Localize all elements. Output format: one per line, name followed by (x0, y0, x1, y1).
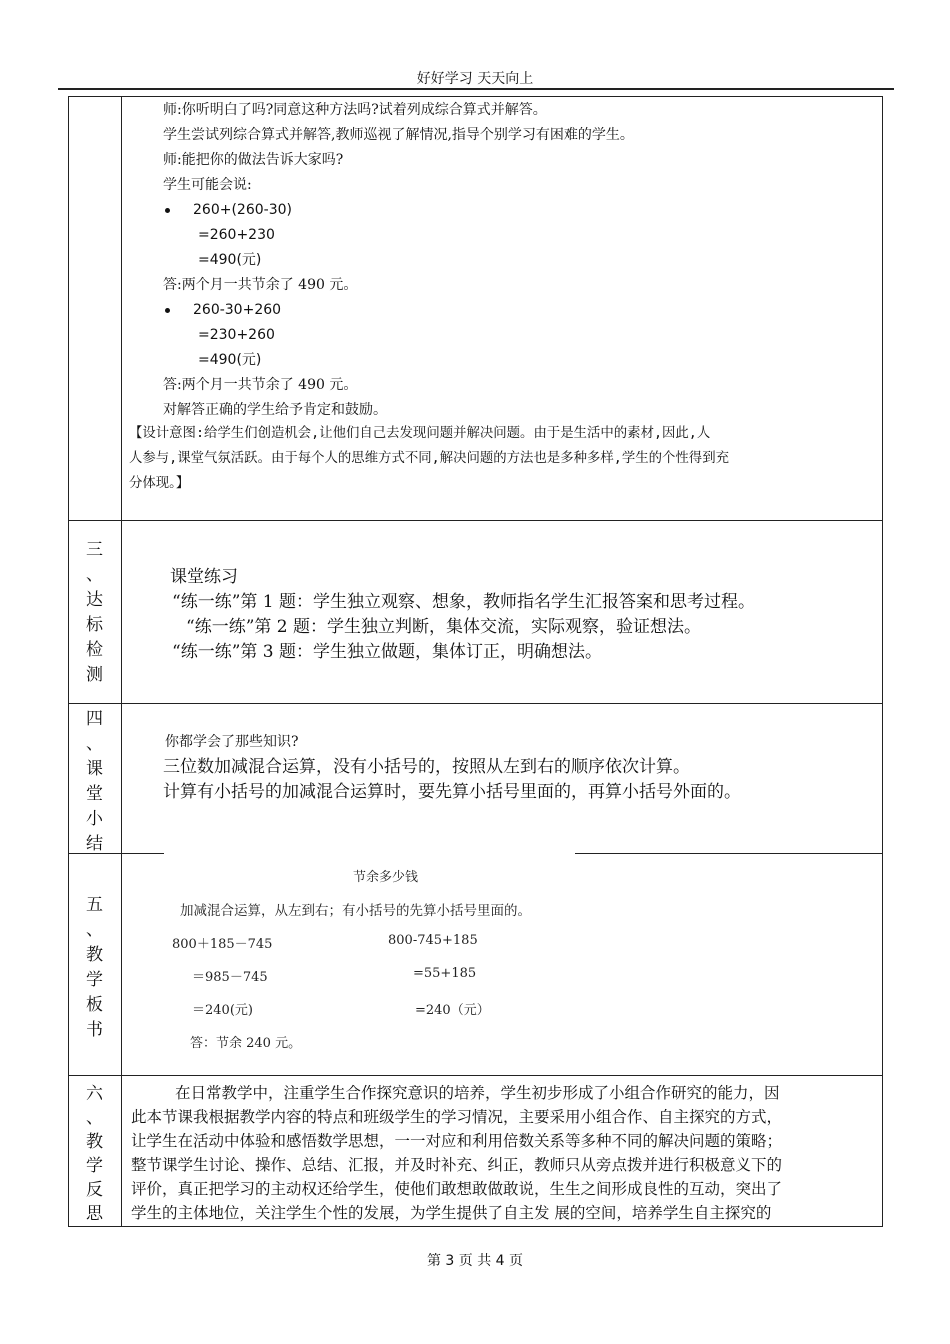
page-header: 好好学习 天天向上 (416, 71, 534, 87)
label-char: 课 (86, 759, 103, 779)
label-char: 反 (86, 1180, 103, 1200)
section-label-board (68, 893, 121, 1043)
reflection-line: 此本节课我根据教学内容的特点和班级学生的学习情况，主要采用小组合作、自主探究的方式， (131, 1108, 783, 1126)
column-divider (121, 96, 122, 1227)
process-line: 学生可能会说: (163, 177, 252, 193)
praise-line: 对解答正确的学生给予肯定和鼓励。 (163, 402, 387, 418)
reflection-line: 在日常教学中，注重学生合作探究意识的培养，学生初步形成了小组合作研究的能力，因 (175, 1084, 780, 1102)
label-char: 小 (86, 809, 103, 829)
method-answer: 答:两个月一共节余了 490 元。 (163, 377, 358, 393)
board-step: ＝240(元) (192, 1003, 253, 1018)
row-divider (575, 853, 883, 854)
design-intent-line: 【设计意图:给学生们创造机会,让他们自己去发现问题并解决问题。由于是生活中的素材,因此,人 (129, 426, 711, 441)
process-line: 师:你听明白了吗?同意这种方法吗?试着列成综合算式并解答。 (163, 102, 547, 118)
method-expression: 260-30+260 (193, 302, 282, 318)
label-char: 、 (86, 920, 103, 940)
method-step: =490(元) (198, 352, 262, 368)
bullet-icon (165, 208, 170, 213)
section-label-practice (68, 538, 121, 688)
practice-item: “练一练”第 1 题：学生独立观察、想象，教师指名学生汇报答案和思考过程。 (172, 592, 756, 612)
reflection-line: 学生的主体地位，关注学生个性的发展，为学生提供了自主发 展的空间，培养学生自主探究的 (131, 1204, 772, 1222)
reflection-line: 让学生在活动中体验和感悟数学思想，一一对应和利用倍数关系等多种不同的解决问题的策略； (131, 1132, 783, 1150)
label-char: 三 (86, 540, 103, 560)
process-line: 师:能把你的做法告诉大家吗? (163, 152, 344, 168)
summary-line: 计算有小括号的加减混合运算时，要先算小括号里面的，再算小括号外面的。 (163, 782, 741, 802)
design-intent (129, 421, 879, 496)
method-answer: 答:两个月一共节余了 490 元。 (163, 277, 358, 293)
label-char: 四 (86, 709, 103, 729)
summary-question: 你都学会了那些知识? (165, 734, 299, 750)
label-char: 、 (86, 734, 103, 754)
label-char: 、 (86, 565, 103, 585)
practice-item: “练一练”第 3 题：学生独立做题，集体订正，明确想法。 (172, 642, 603, 662)
practice-title: 课堂练习 (170, 567, 238, 587)
method-step: =230+260 (198, 327, 275, 343)
board-step: ＝985－745 (192, 970, 268, 985)
board-expression: 800＋185－745 (172, 937, 273, 952)
design-intent-line: 分体现。】 (129, 476, 190, 491)
method-step: =260+230 (198, 227, 275, 243)
label-char: 堂 (86, 784, 103, 804)
label-char: 六 (86, 1084, 103, 1104)
board-step: =240（元） (415, 1003, 490, 1018)
row-divider (68, 520, 883, 521)
reflection-line: 评价，真正把学习的主动权还给学生，使他们敢想敢做敢说，生生之间形成良性的互动，突出了 (131, 1180, 783, 1198)
label-char: 检 (86, 640, 103, 660)
label-char: 五 (86, 895, 103, 915)
reflection-line: 整节课学生讨论、操作、总结、汇报，并及时补充、纠正，教师只从旁点拨并进行积极意义下的 (131, 1156, 783, 1174)
label-char: 思 (86, 1204, 103, 1224)
row-divider (68, 1075, 883, 1076)
label-char: 教 (86, 1132, 103, 1152)
reflection-text (131, 1081, 876, 1225)
label-char: 标 (86, 615, 103, 635)
practice-item: “练一练”第 2 题：学生独立判断，集体交流，实际观察，验证想法。 (186, 617, 702, 637)
board-expression: 800-745+185 (388, 933, 478, 948)
label-char: 测 (86, 665, 103, 685)
label-char: 学 (86, 970, 103, 990)
board-step: =55+185 (413, 966, 477, 981)
label-char: 学 (86, 1156, 103, 1176)
method-expression: 260+(260-30) (193, 202, 292, 218)
page-footer: 第 3 页 共 4 页 (426, 1253, 524, 1269)
bullet-icon (165, 308, 170, 313)
label-char: 、 (86, 1108, 103, 1128)
label-char: 结 (86, 834, 103, 854)
method-step: =490(元) (198, 252, 262, 268)
label-char: 达 (86, 590, 103, 610)
section-label-summary (68, 707, 121, 857)
label-char: 教 (86, 945, 103, 965)
header-rule (58, 88, 894, 90)
design-intent-line: 人参与,课堂气氛活跃。由于每个人的思维方式不同,解决问题的方法也是多种多样,学生的个性得到充 (129, 451, 729, 466)
section-label-reflection (68, 1082, 121, 1226)
board-title: 节余多少钱 (353, 870, 419, 885)
board-rule: 加减混合运算，从左到右；有小括号的先算小括号里面的。 (180, 903, 531, 919)
label-char: 书 (86, 1020, 103, 1040)
label-char: 板 (86, 995, 103, 1015)
board-answer: 答：节余 240 元。 (190, 1036, 302, 1051)
summary-line: 三位数加减混合运算，没有小括号的，按照从左到右的顺序依次计算。 (163, 757, 690, 777)
row-divider (68, 703, 883, 704)
process-line: 学生尝试列综合算式并解答,教师巡视了解情况,指导个别学习有困难的学生。 (163, 127, 634, 143)
